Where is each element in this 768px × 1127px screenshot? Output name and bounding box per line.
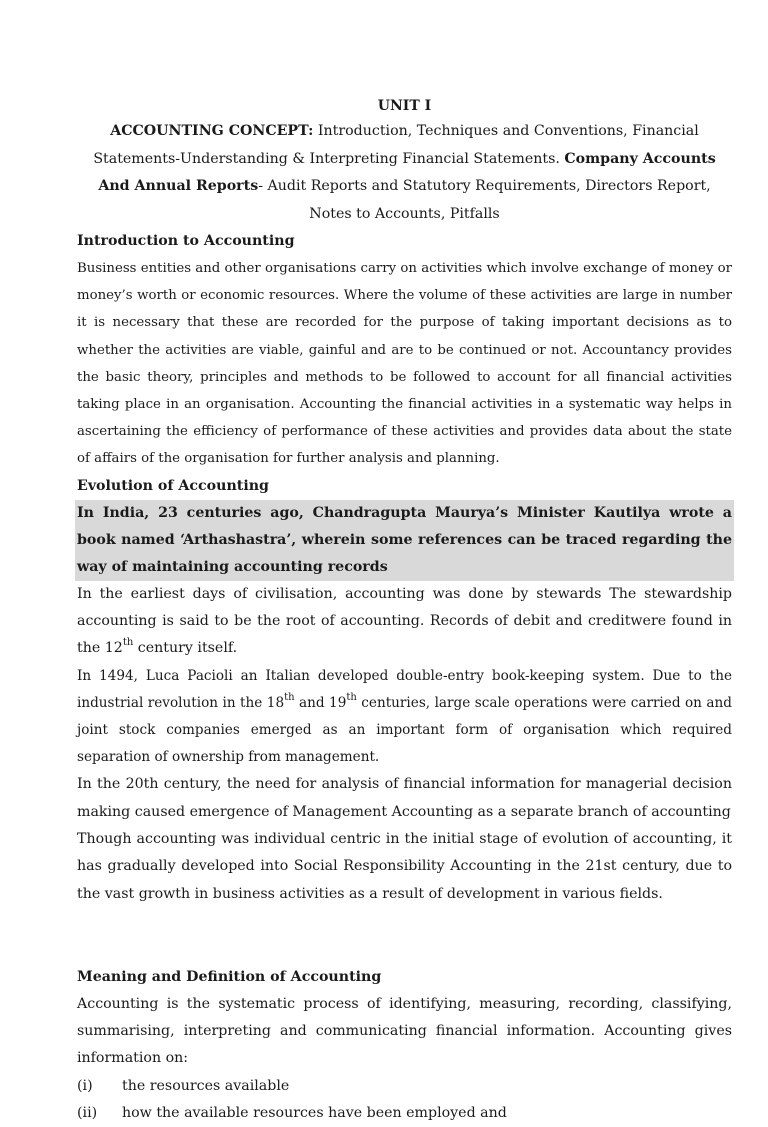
evolution-paragraph-2 (77, 663, 732, 772)
meaning-heading: Meaning and Definition of Accounting (77, 968, 382, 985)
list-item-text: how the available resources have been employed and (122, 1104, 507, 1121)
list-item (77, 1073, 732, 1100)
superscript: th (284, 691, 295, 703)
company-accounts-topics: - Audit Reports and Statutory Requirements, Directors Report, Notes to Accounts, Pitfalls (258, 178, 711, 222)
intro-paragraph: Business entities and other organisations carry on activities which involve exchange of money or money’s worth or economic resources. Where the volume of these activities are large in number it is necessary that these are recorded for the purpose of taking important decisions as to whether the activities are viable, gainful and are to be continued or not. Accountancy provides the basic theory, principles and methods to be followed to account for all financial activities taking place in an organisation. Accounting the financial activities in a systematic way helps in ascertaining the efficiency of performance of these activities and provides data about the state of affairs of the organisation for further analysis and planning. (77, 261, 732, 467)
document-content (77, 94, 732, 1127)
intro-heading: Introduction to Accounting (77, 233, 295, 249)
list-item-number: (i) (77, 1077, 93, 1094)
list-item (77, 1100, 732, 1127)
accounting-concept-topics: Introduction, Techniques and Conventions, Financial Statements-Understanding & Interpreting Financial Statements. (93, 123, 699, 167)
syllabus-overview (77, 118, 732, 228)
meaning-paragraph: Accounting is the systematic process of identifying, measuring, recording, classifying, summarising, interpreting and communicating financial information. Accounting gives information on: (77, 995, 732, 1067)
company-accounts-label: Company Accounts And Annual Reports (98, 150, 716, 194)
evolution-heading: Evolution of Accounting (77, 477, 269, 494)
section-spacer (77, 908, 732, 964)
evolution-p1-text-end: century itself. (133, 640, 238, 657)
superscript: th (346, 691, 357, 703)
evolution-p2-text: In 1494, Luca Pacioli an Italian developed double-entry book-keeping system. Due to the industrial revolution in the 18 (77, 667, 732, 711)
evolution-paragraph-3: In the 20th century, the need for analysis of financial information for managerial decision making caused emergence of Management Accounting as a separate branch of accounting (77, 776, 732, 820)
evolution-p2-text-end: centuries, large scale operations were carried on and joint stock companies emerged as an important form of organisation which required separation of ownership from management. (77, 694, 732, 766)
list-item-text: the resources available (122, 1077, 290, 1094)
evolution-paragraph-1 (77, 581, 732, 663)
highlighted-note: In India, 23 centuries ago, Chandragupta Maurya’s Minister Kautilya wrote a book named ‘Arthashastra’, wherein some references can be traced regarding the way of maintaining accounting records (75, 500, 734, 581)
superscript: th (122, 637, 134, 649)
evolution-p1-text: In the earliest days of civilisation, accounting was done by stewards The stewardship accounting is said to be the root of accounting. Records of debit and creditwere found in the 12 (77, 585, 732, 657)
evolution-p2-text-mid: and 19 (294, 694, 347, 711)
accounting-concept-label: ACCOUNTING CONCEPT: (110, 123, 314, 139)
unit-title: UNIT I (377, 98, 432, 114)
list-item-number: (ii) (77, 1104, 98, 1121)
evolution-paragraph-4: Though accounting was individual centric in the initial stage of evolution of accounting, it has gradually developed into Social Responsibility Accounting in the 21st century, due to the vast growth in business activities as a result of development in various fields. (77, 830, 732, 902)
